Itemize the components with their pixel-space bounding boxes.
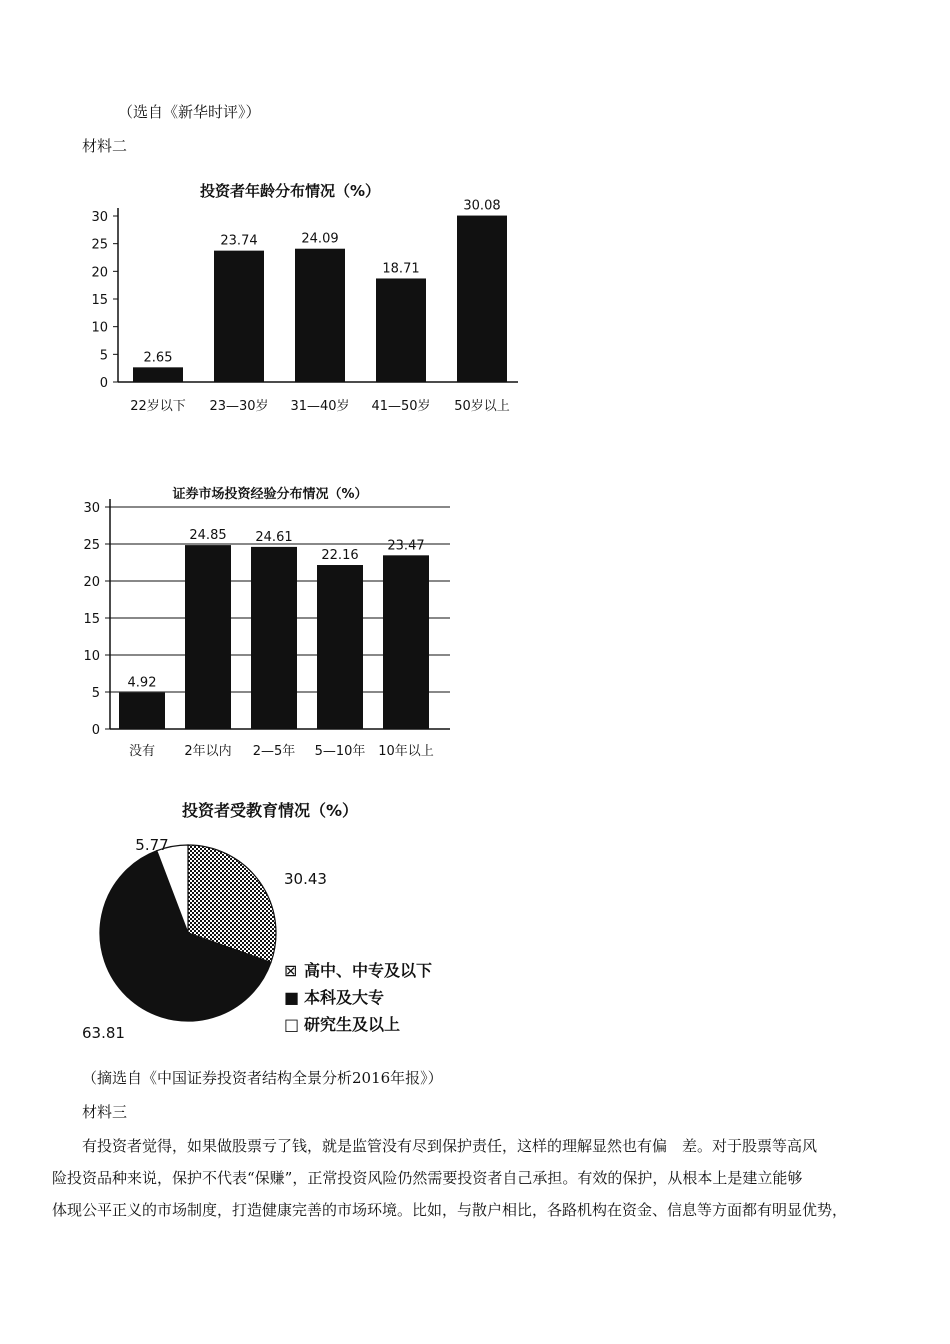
category-label: 5—10年 xyxy=(314,744,366,759)
data-label: 5.77 xyxy=(135,836,169,854)
y-tick-label: 20 xyxy=(83,575,100,590)
paragraph-line: 险投资品种来说，保护不代表“保赚”，正常投资风险仍然需要投资者自己承担。有效的保护，从根本上是建立能够 xyxy=(52,1169,803,1187)
y-tick-label: 0 xyxy=(91,723,100,738)
bar xyxy=(317,565,363,729)
chart-title: 证券市场投资经验分布情况（%） xyxy=(172,487,368,502)
data-label: 24.85 xyxy=(189,528,227,544)
bar xyxy=(457,216,507,382)
material-three-paragraph xyxy=(52,1130,917,1226)
data-label: 30.43 xyxy=(284,870,327,888)
data-label: 24.61 xyxy=(255,529,293,545)
y-tick-label: 20 xyxy=(91,265,108,281)
data-label: 23.74 xyxy=(220,233,258,249)
y-tick-label: 15 xyxy=(91,293,108,308)
bar xyxy=(133,367,183,382)
experience-distribution-chart xyxy=(80,480,480,770)
category-label: 41—50岁 xyxy=(371,399,431,414)
data-label: 24.09 xyxy=(301,231,339,247)
chart-title: 投资者年龄分布情况（%） xyxy=(199,182,381,200)
legend-marker: ■ xyxy=(284,988,300,1007)
legend-label: 高中、中专及以下 xyxy=(304,961,433,980)
material-three-label: 材料三 xyxy=(82,1103,128,1121)
paragraph-line: 有投资者觉得，如果做股票亏了钱，就是监管没有尽到保护责任，这样的理解显然也有偏 差。对于股票等高风 xyxy=(82,1137,818,1155)
data-label: 63.81 xyxy=(82,1024,125,1042)
legend-label: 研究生及以上 xyxy=(304,1015,401,1034)
legend-label: 本科及大专 xyxy=(304,988,385,1007)
age-distribution-chart xyxy=(80,172,540,422)
data-label: 23.47 xyxy=(387,538,425,554)
charts-source-citation: （摘选自《中国证券投资者结构全景分析2016年报》） xyxy=(82,1069,443,1087)
y-tick-label: 5 xyxy=(99,348,108,364)
category-label: 31—40岁 xyxy=(290,399,350,414)
y-tick-label: 10 xyxy=(91,320,108,336)
data-label: 30.08 xyxy=(463,198,501,214)
data-label: 18.71 xyxy=(382,261,420,277)
bar xyxy=(251,547,297,729)
data-label: 4.92 xyxy=(127,675,157,691)
y-tick-label: 25 xyxy=(91,237,108,253)
bar xyxy=(119,693,165,729)
legend-marker: ⊠ xyxy=(284,961,298,980)
category-label: 没有 xyxy=(128,744,156,759)
legend-marker: □ xyxy=(284,1015,300,1034)
y-tick-label: 0 xyxy=(99,376,108,391)
paragraph-line: 体现公平正义的市场制度，打造健康完善的市场环境。比如，与散户相比，各路机构在资金、信息等方面都有明显优势， xyxy=(52,1201,848,1219)
category-label: 2年以内 xyxy=(184,744,232,759)
category-label: 22岁以下 xyxy=(130,399,186,414)
bar xyxy=(214,251,264,382)
data-label: 2.65 xyxy=(143,350,173,366)
bar xyxy=(295,249,345,382)
category-label: 50岁以上 xyxy=(454,399,510,414)
y-tick-label: 5 xyxy=(91,686,100,701)
category-label: 2—5年 xyxy=(252,744,296,759)
material-two-label: 材料二 xyxy=(82,137,128,155)
data-label: 22.16 xyxy=(321,548,359,564)
bar xyxy=(383,555,429,729)
y-tick-label: 10 xyxy=(83,649,100,664)
education-pie-chart xyxy=(70,790,490,1050)
bar xyxy=(185,545,231,729)
y-tick-label: 15 xyxy=(83,612,100,627)
bar xyxy=(376,278,426,382)
y-tick-label: 30 xyxy=(91,210,108,225)
category-label: 23—30岁 xyxy=(209,399,269,414)
y-tick-label: 30 xyxy=(83,501,100,516)
chart-title: 投资者受教育情况（%） xyxy=(181,801,359,820)
y-tick-label: 25 xyxy=(83,538,100,553)
category-label: 10年以上 xyxy=(378,744,434,759)
source-citation-top: （选自《新华时评》） xyxy=(118,103,261,121)
